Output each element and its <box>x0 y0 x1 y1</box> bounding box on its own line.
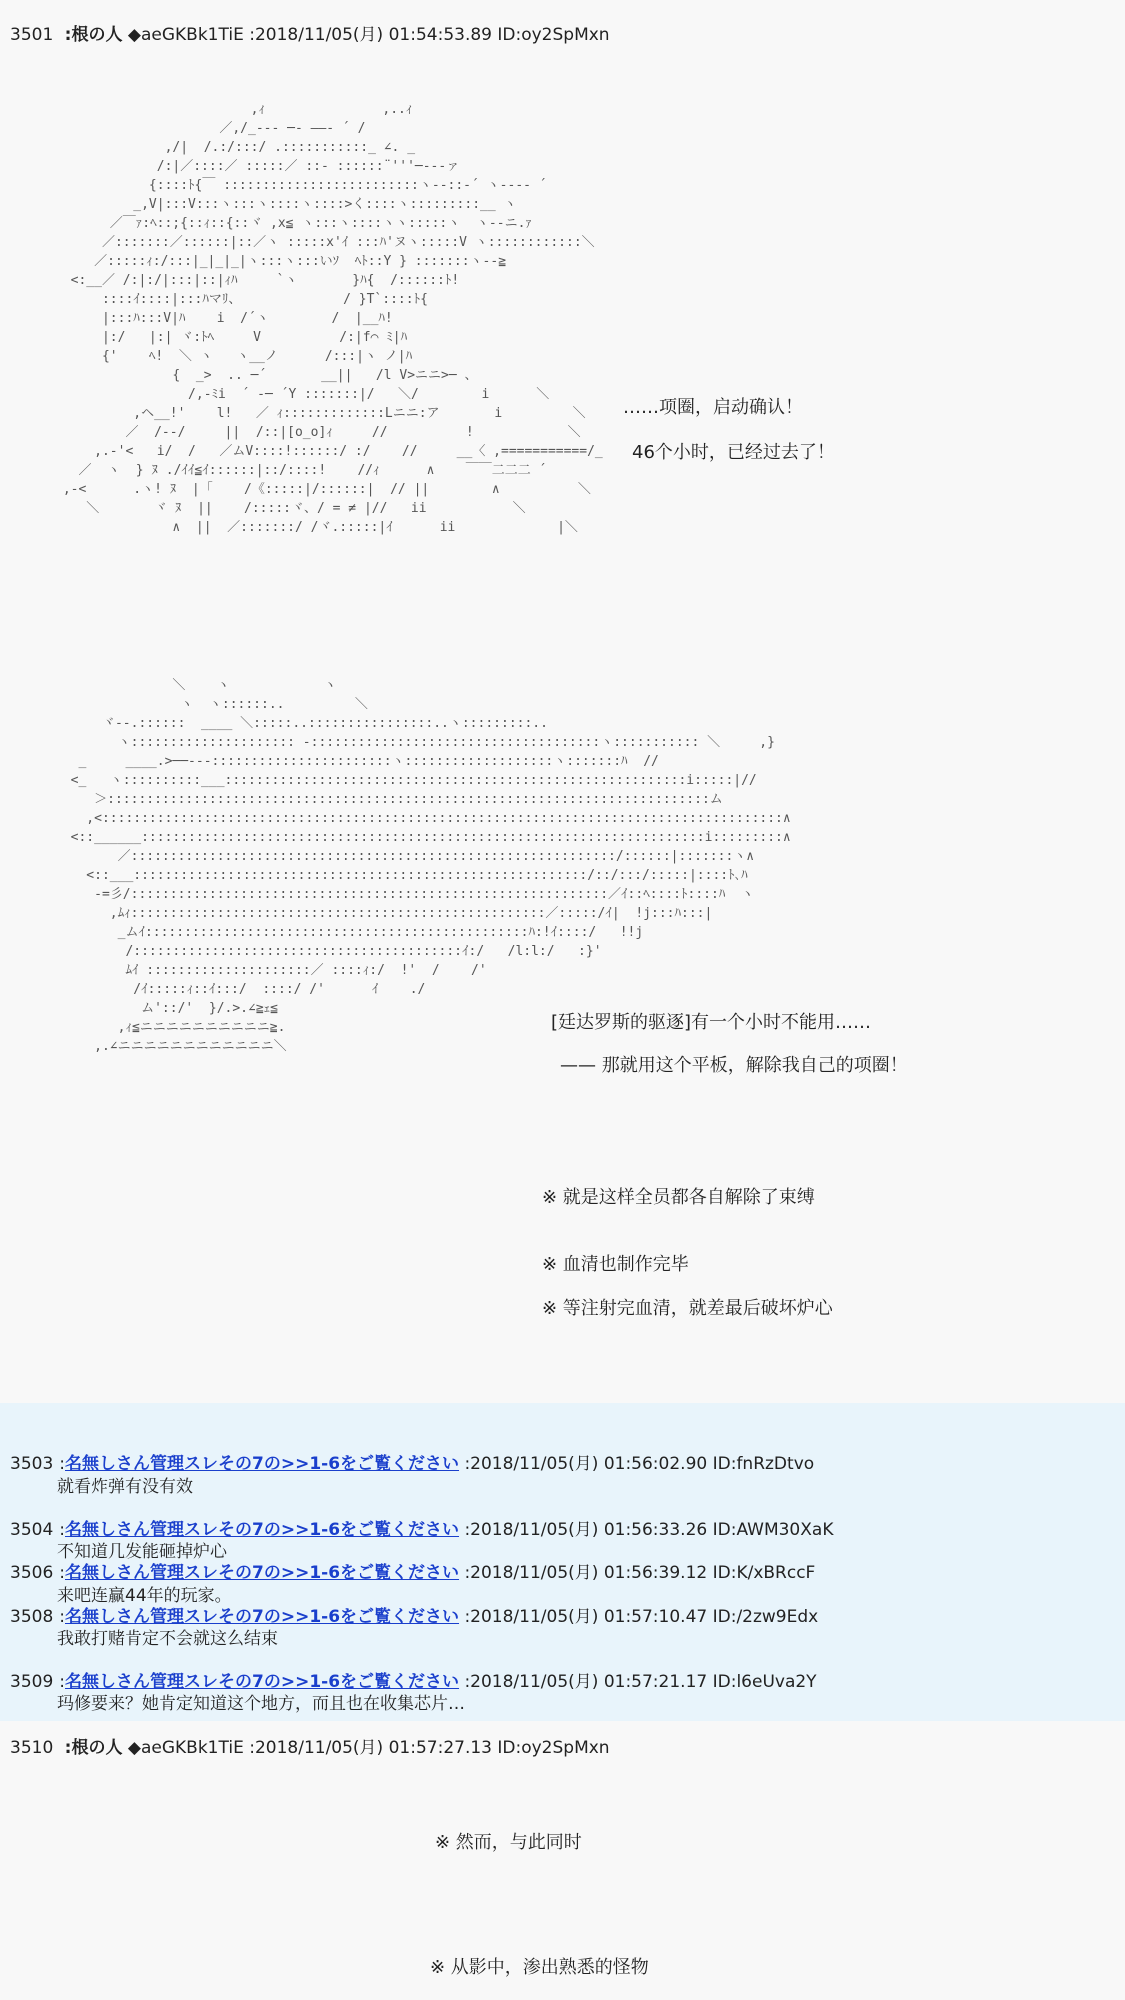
post-id: ID:oy2SpMxn <box>497 25 610 45</box>
poster-trip: ◆aeGKBk1TiE <box>127 25 244 45</box>
comment-number: 3504 <box>10 1520 54 1540</box>
post-header <box>10 1733 610 1758</box>
comment-number: 3506 <box>10 1563 54 1583</box>
comment-number: 3503 <box>10 1454 54 1474</box>
comment-id: ID:fnRzDtvo <box>712 1454 815 1474</box>
text-line-4: —— 那就用这个平板，解除我自己的项圈！ <box>560 1055 908 1076</box>
text-line-3: [廷达罗斯的驱逐]有一个小时不能用…… <box>551 1012 872 1033</box>
comment-header: 3509 :名無しさん管理スレその7の>>1-6をご覧ください :2018/11/05(月) 01:57:21.17 ID:l6eUva2Y <box>10 1672 817 1692</box>
comment-body: 来吧连赢44年的玩家。 <box>57 1586 232 1606</box>
comment-datetime: :2018/11/05(月) 01:57:10.47 <box>464 1607 708 1627</box>
post-id: ID:oy2SpMxn <box>497 1738 610 1758</box>
comment-body: 就看炸弹有没有效 <box>57 1477 193 1497</box>
text-line-7: ※ 等注射完血清，就差最后破坏炉心 <box>542 1298 833 1319</box>
comment-id: ID:AWM30XaK <box>712 1520 834 1540</box>
comment-datetime: :2018/11/05(月) 01:57:21.17 <box>464 1672 708 1692</box>
comment-header: 3508 :名無しさん管理スレその7の>>1-6をご覧ください :2018/11/05(月) 01:57:10.47 ID:/2zw9Edx <box>10 1607 819 1627</box>
text-line-2: 46个小时，已经过去了！ <box>632 442 835 463</box>
comment-datetime: :2018/11/05(月) 01:56:02.90 <box>464 1454 708 1474</box>
post-datetime: :2018/11/05(月) 01:54:53.89 <box>249 25 492 45</box>
comment-body: 玛修要来？她肯定知道这个地方，而且也在收集芯片… <box>57 1694 465 1714</box>
comment-id: ID:l6eUva2Y <box>712 1672 817 1692</box>
poster-name: :根の人 <box>64 25 123 45</box>
comments-section <box>0 1403 1125 1721</box>
text-line-6: ※ 血清也制作完毕 <box>542 1254 689 1275</box>
poster-name-link[interactable]: 名無しさん管理スレその7の>>1-6をご覧ください <box>65 1563 460 1583</box>
post-number: 3510 <box>10 1738 54 1758</box>
comment-header: 3504 :名無しさん管理スレその7の>>1-6をご覧ください :2018/11/05(月) 01:56:33.26 ID:AWM30XaK <box>10 1520 834 1540</box>
comment-id: ID:/2zw9Edx <box>712 1607 819 1627</box>
comment-header: 3503 :名無しさん管理スレその7の>>1-6をご覧ください :2018/11/05(月) 01:56:02.90 ID:fnRzDtvo <box>10 1454 815 1474</box>
ascii-art-character: ,ｨ ,..ｨ ／,/_--‐ ─- ――‐ ´ / ,/| /.:/:::/ .:::::::::::_ ∠. _ /:|／::::／ :::::／ ::- ::::::¨'''─---ァ {::::ﾄ{￣ :::::::::::::::::::::::::ヽ--::-´ ヽ---‐ ´ _,V|:::V:::ヽ:::ヽ::::ヽ::::>く::::ヽ:::::::::__ ヽ ／￣ｧ:ﾍ::;{::ｨ::{::ヾ ,x≦ ヽ:::ヽ::::ヽヽ:::::ヽ ヽ--ニ.ｧ ／:::::::／::::::|::／ヽ :::::x'ｲ :::ﾊ'ヌヽ:::::V ヽ::::::::::::＼ ／:::::ｨ:/:::|_|_|_|ヽ:::ヽ:::いｿ ﾍﾄ::Y } :::::::ヽ--≧ <:__／ /:|:/|:::|::|ｨﾊ `ヽ }ﾊ{ /::::::ﾄ! ::::ｲ::::|:::ﾊマﾘ、 / }T`::::ﾄ{ |:::ﾊ:::V|ﾊ i /´ヽ / |__ﾊ! |:/ |:| ヾ:ﾄﾍ V /:|f⌒ ﾐ|ﾊ {' ﾍ! ＼ ヽ ヽ__ノ /:::|ヽ ノ|ﾊ { _> .. ─´ __|| /l V>ニニ>─ 、 /,-ﾐi ´ ‐─ ´Y :::::::|/ ＼/ i ＼ ,ヘ__!' l! ／ ｨ:::::::::::::Lニニ:ア i ＼ ／ /--/ || /::|[o_o]ｨ // ! ＼ ,.-'< i/ / ／ムV::::!::::::/ :/ // __〈 ,===========/_ ／ ヽ } ﾇ ./ｲｲ≦ｲ::::::|::/::::! //ｨ ∧ ￣￣二二二 ´ ,-< .ヽ! ﾇ |「 /《:::::|/::::::| // || ∧ ＼ ＼ ヾ ﾇ || /:::::ヾ、/ = ≠ |// ii ＼ ∧ || ／:::::::/ /ヾ.:::::|ｲ ii |＼ <box>62 102 603 535</box>
post-datetime: :2018/11/05(月) 01:57:27.13 <box>249 1738 492 1758</box>
text-line-1: ……项圈，启动确认！ <box>623 397 803 418</box>
comment-number: 3508 <box>10 1607 54 1627</box>
poster-name-link[interactable]: 名無しさん管理スレその7の>>1-6をご覧ください <box>65 1672 460 1692</box>
comment-number: 3509 <box>10 1672 54 1692</box>
comment-datetime: :2018/11/05(月) 01:56:33.26 <box>464 1520 708 1540</box>
poster-name-link[interactable]: 名無しさん管理スレその7の>>1-6をご覧ください <box>65 1520 460 1540</box>
text-line-5: ※ 就是这样全员都各自解除了束缚 <box>542 1187 815 1208</box>
text-line-1: ※ 然而，与此同时 <box>435 1832 582 1853</box>
poster-name: :根の人 <box>64 1738 123 1758</box>
ascii-art-scene: ＼ ヽ ヽ ヽ ヽ::::::.. ＼ ヾ‐-.:::::: ____ ＼:::::..::::::::::::::::..ヽ:::::::::.. ヽ::::::::::::::::::::: ‐:::::::::::::::::::::::::::::::::::::ヽ::::::::::: ＼ ,} _ ____.>──--‐:::::::::::::::::::::::ヽ:::::::::::::::::::ヽ:::::::ﾊ // <_ ヽ::::::::::___:::::::::::::::::::::::::::::::::::::::::::::::::::::::::::i:::::|// ＞:::::::::::::::::::::::::::::::::::::::::::::::::::::::::::::::::::::::::::::ム ,<:::::::::::::::::::::::::::::::::::::::::::::::::::::::::::::::::::::::::::::::::::::::∧ <::______::::::::::::::::::::::::::::::::::::::::::::::::::::::::::::::::::::::::i:::::::::∧ ／::::::::::::::::::::::::::::::::::::::::::::::::::::::::::::::/::::::|:::::::ヽ∧ <::___::::::::::::::::::::::::::::::::::::::::::::::::::::::::::/::/:::/:::::|::::ﾄ､ﾊ -=彡/:::::::::::::::::::::::::::::::::::::::::::::::::::::::::::::／ｲ::ﾍ::::ﾄ::::ﾊ ヽ ,ﾑｨ:::::::::::::::::::::::::::::::::::::::::::::::::::::／:::::/ｲ| !j:::ﾊ:::| _ムｲ:::::::::::::::::::::::::::::::::::::::::::::::::ﾊ:!ｲ::::/ !!j /::::::::::::::::::::::::::::::::::::::::::ｲ:/ /l:l:/ :}' ﾑｲ :::::::::::::::::::::／ ::::ｨ:/ !' / /' /ｲ:::::ｨ::ｲ:::/ ::::/ /' ｲ ./ ム'::/' }/.>.∠≧ｪ≦ ,ｨ≦ニニニニニニニニニニ≧. ,.∠ニニニニニニニニニニニニ＼ <box>70 678 791 1054</box>
poster-name-link[interactable]: 名無しさん管理スレその7の>>1-6をご覧ください <box>65 1607 460 1627</box>
comment-body: 我敢打赌肯定不会就这么结束 <box>57 1629 278 1649</box>
poster-name-link[interactable]: 名無しさん管理スレその7の>>1-6をご覧ください <box>65 1454 460 1474</box>
post-number: 3501 <box>10 25 54 45</box>
poster-trip: ◆aeGKBk1TiE <box>127 1738 244 1758</box>
comment-datetime: :2018/11/05(月) 01:56:39.12 <box>464 1563 708 1583</box>
comment-header: 3506 :名無しさん管理スレその7の>>1-6をご覧ください :2018/11/05(月) 01:56:39.12 ID:K/xBRccF <box>10 1563 816 1583</box>
comment-id: ID:K/xBRccF <box>712 1563 816 1583</box>
text-line-2: ※ 从影中，渗出熟悉的怪物 <box>430 1957 649 1978</box>
post-header <box>10 20 610 45</box>
post-3510 <box>0 1721 1125 2000</box>
comment-body: 不知道几发能砸掉炉心 <box>57 1542 227 1562</box>
